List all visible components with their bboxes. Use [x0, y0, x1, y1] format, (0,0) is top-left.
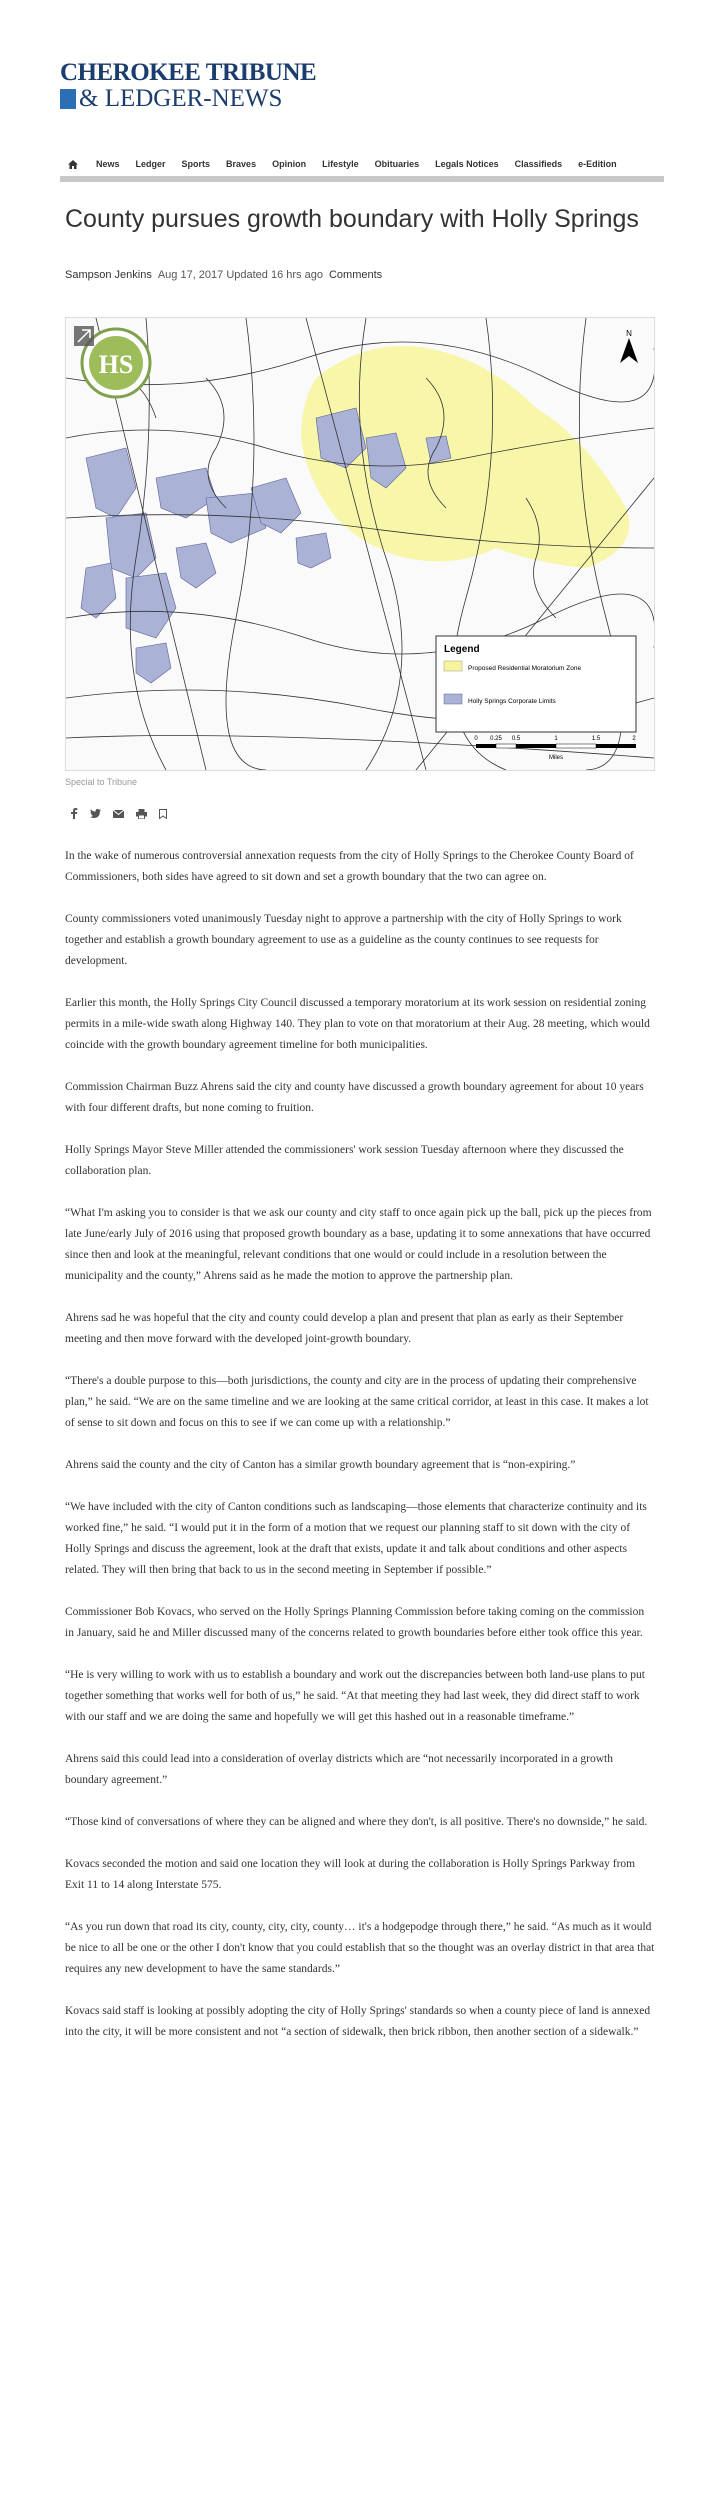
article-paragraph: Kovacs said staff is looking at possibly adopting the city of Holly Springs' standards so when a county piece of land is annexed into the city, it will be more consistent and not “a section of sidewalk, then brick ribbon, then another section of a sidewalk.”	[65, 2005, 651, 2038]
scale-label-4: 1.5	[591, 736, 601, 742]
article-title: County pursues growth boundary with Holly Springs	[65, 205, 639, 233]
share-toolbar	[70, 808, 167, 819]
masthead-bar-small	[60, 89, 76, 109]
map-graphic	[66, 318, 654, 770]
masthead-line1: CHEROKEE TRIBUNE	[60, 59, 317, 86]
article-paragraph: “As you run down that road its city, county, city, city, county… it's a hodgepodge through there,” he said. “As much as it would be nice to all be one or the other I don't know that you could establish that so the thought was an overlay district in that area that requires any new development to have the same standards.”	[65, 1921, 655, 1975]
legend-title: Legend	[444, 644, 480, 655]
article-paragraph: “There's a double purpose to this—both jurisdictions, the county and city are in the process of updating their comprehensive plan,” he said. “We are on the same timeline and we are looking at the same critical corridor, at least in this case. It makes a lot of sense to sit down and focus on this to see if we can come up with a relationship.”	[65, 1375, 649, 1429]
nav-item-opinion[interactable]: Opinion	[272, 159, 307, 169]
scale-label-0: 0	[474, 736, 478, 742]
nav-item-e-edition[interactable]: e-Edition	[578, 159, 617, 169]
image-caption: Special to Tribune	[65, 777, 138, 787]
nav-item-sports[interactable]: Sports	[181, 159, 211, 169]
masthead-logo[interactable]	[60, 59, 317, 116]
article-paragraph: Kovacs seconded the motion and said one location they will look at during the collaboration is Holly Springs Parkway from Exit 11 to 14 along Interstate 575.	[65, 1858, 636, 1891]
nav-item-obituaries[interactable]: Obituaries	[374, 159, 420, 169]
article-paragraph: “We have included with the city of Canton conditions such as landscaping—those elements that characterize continuity and its worked fine,” he said. “I would put it in the form of a motion that we request our planning staff to sit down with the city of Holly Springs and discuss the agreement, look at the draft that exists, update it and talk about conditions and other aspects related. They will then bring that back to us in the second meeting in September if possible.”	[65, 1501, 647, 1576]
nav-item-braves[interactable]: Braves	[226, 159, 257, 169]
author-link[interactable]: Sampson Jenkins	[65, 269, 152, 281]
article-body	[65, 846, 655, 2064]
nav-item-news[interactable]: News	[96, 159, 120, 169]
scale-label-2: 0.5	[511, 736, 521, 742]
article-paragraph: Ahrens said this could lead into a consideration of overlay districts which are “not necessarily incorporated in a growth boundary agreement.”	[65, 1753, 614, 1786]
article-paragraph: Commissioner Bob Kovacs, who served on the Holly Springs Planning Commission before taking coming on the commission in January, said he and Miller discussed many of the concerns related to growth boundaries before either took office this year.	[65, 1606, 645, 1639]
article-date: Aug 17, 2017 Updated 16 hrs ago	[157, 269, 323, 281]
article-paragraph: “Those kind of conversations of where they can be aligned and where they don't, is all positive. There's no downside,” he said.	[65, 1816, 648, 1828]
article-map-image[interactable]	[65, 317, 655, 771]
article-paragraph: Earlier this month, the Holly Springs City Council discussed a temporary moratorium at its work session on residential zoning permits in a mile-wide swath along Highway 140. They plan to vote on that moratorium at their Aug. 28 meeting, which would coincide with the growth boundary agreement timeline for both municipalities.	[65, 997, 650, 1051]
masthead-line2: & LEDGER-NEWS	[79, 85, 283, 112]
byline	[65, 269, 382, 281]
legend-corporate: Holly Springs Corporate Limits	[468, 698, 556, 705]
legend-moratorium: Proposed Residential Moratorium Zone	[468, 665, 582, 672]
article-paragraph: In the wake of numerous controversial annexation requests from the city of Holly Springs to the Cherokee County Board of Commissioners, both sides have agreed to sit down and set a growth boundary that the two can agree on.	[65, 850, 634, 883]
north-label: N	[626, 329, 632, 338]
expand-icon[interactable]	[74, 326, 94, 346]
nav-item-classifieds[interactable]: Classifieds	[514, 159, 563, 169]
article-paragraph: “What I'm asking you to consider is that we ask our county and city staff to once again pick up the ball, pick up the pieces from late June/early July of 2016 using that proposed growth boundary as a base, updating it to some annexations that have occurred since then and look at the meaningful, relevant conditions that one would or could include in a resolution between the municipality and the county,” Ahrens said as he made the motion to approve the partnership plan.	[65, 1207, 652, 1282]
article-paragraph: Holly Springs Mayor Steve Miller attended the commissioners' work session Tuesday afternoon where they discussed the collaboration plan.	[65, 1144, 624, 1177]
article-paragraph: Commission Chairman Buzz Ahrens said the city and county have discussed a growth boundary agreement for about 10 years with four different drafts, but none coming to fruition.	[65, 1081, 644, 1114]
main-nav	[60, 152, 664, 182]
nav-item-legal-notices[interactable]: Legals Notices	[435, 159, 499, 169]
article-paragraph: Ahrens sad he was hopeful that the city and county could develop a plan and present that plan as early as their September meeting and then move forward with the developed joint-growth boundary.	[65, 1312, 624, 1345]
article-paragraph: “He is very willing to work with us to establish a boundary and work out the discrepancies between both land-use plans to put together something that works well for both of us,” he said. “At that meeting they had last week, they did direct staff to work with our staff and we are doing the same and hopefully we will get this hashed out in a reasonable timeframe.”	[65, 1669, 645, 1723]
scale-label-5: 2	[632, 736, 636, 742]
article-paragraph: County commissioners voted unanimously Tuesday night to approve a partnership with the city of Holly Springs to work together and establish a growth boundary agreement to use as a guideline as the county continues to see requests for development.	[65, 913, 622, 967]
article-paragraph: Ahrens said the county and the city of Canton has a similar growth boundary agreement that is “non-expiring.”	[65, 1459, 576, 1471]
logo-letters: HS	[98, 350, 134, 379]
print-icon[interactable]	[136, 809, 147, 819]
scale-unit: Miles	[548, 755, 564, 761]
facebook-icon[interactable]	[70, 808, 78, 819]
map-legend	[436, 636, 636, 732]
bookmark-icon[interactable]	[159, 809, 167, 819]
nav-item-ledger[interactable]: Ledger	[135, 159, 166, 169]
nav-item-lifestyle[interactable]: Lifestyle	[322, 159, 359, 169]
scale-label-1: 0.25	[490, 736, 502, 742]
email-icon[interactable]	[113, 810, 124, 818]
scale-label-3: 1	[554, 736, 558, 742]
home-icon[interactable]	[60, 160, 88, 169]
comments-link[interactable]: Comments	[328, 269, 383, 281]
twitter-icon[interactable]	[90, 809, 101, 818]
